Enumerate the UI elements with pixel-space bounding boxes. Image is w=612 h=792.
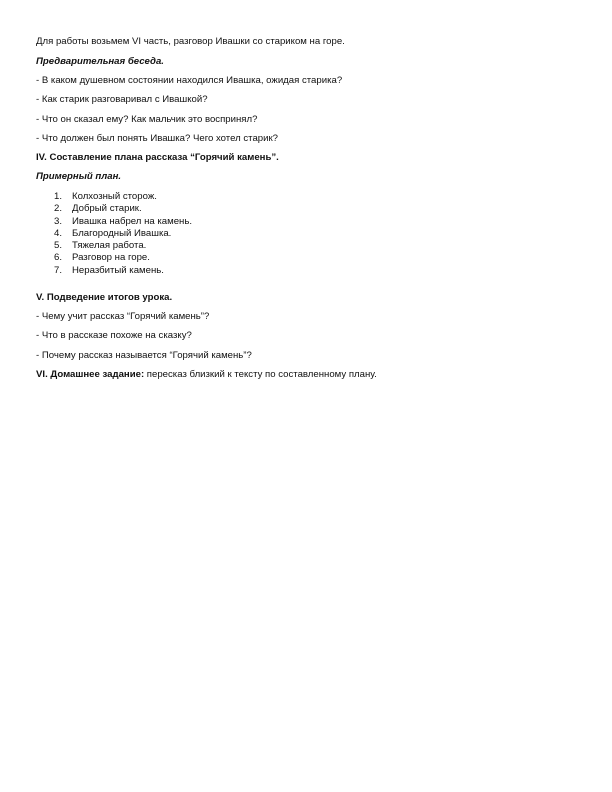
plan-item-text: Разговор на горе. [72,252,150,264]
preliminary-question: - Что должен был понять Ивашка? Чего хотел старик? [36,133,279,144]
plan-item-number: 4. [54,227,63,239]
plan-item-text: Неразбитый камень. [72,264,164,276]
intro-text: Для работы возьмем VI часть, разговор Ивашки со стариком на горе. [36,36,345,47]
plan-item-text: Тяжелая работа. [72,240,147,252]
plan-item-text: Ивашка набрел на камень. [72,215,193,227]
plan-item-number: 5. [54,240,63,252]
plan-item-text: Благородный Ивашка. [72,227,172,239]
plan-heading: Примерный план. [36,171,122,182]
summary-question: - Что в рассказе похоже на сказку? [36,330,192,341]
plan-list [36,191,193,277]
plan-item-number: 1. [54,191,63,202]
homework-heading: VI. Домашнее задание: [36,369,145,380]
homework-text: пересказ близкий к тексту по составленному плану. [144,369,377,380]
preliminary-question: - Что он сказал ему? Как мальчик это воспринял? [36,114,258,125]
plan-item-text: Колхозный сторож. [72,191,157,202]
plan-item-number: 2. [54,203,63,215]
homework-line [36,369,377,381]
summary-question: - Чему учит рассказ “Горячий камень”? [36,311,210,322]
preliminary-question: - Как старик разговаривал с Ивашкой? [36,94,208,105]
summary-question: - Почему рассказ называется “Горячий камень”? [36,350,252,361]
section-4-heading: IV. Составление плана рассказа “Горячий камень”. [36,152,279,163]
plan-item-text: Добрый старик. [72,203,142,215]
preliminary-heading: Предварительная беседа. [36,56,164,67]
plan-item-number: 7. [54,264,63,276]
preliminary-question: - В каком душевном состоянии находился Ивашка, ожидая старика? [36,75,343,86]
plan-item-number: 6. [54,252,63,264]
section-5-heading: V. Подведение итогов урока. [36,292,173,303]
plan-item-number: 3. [54,215,63,227]
